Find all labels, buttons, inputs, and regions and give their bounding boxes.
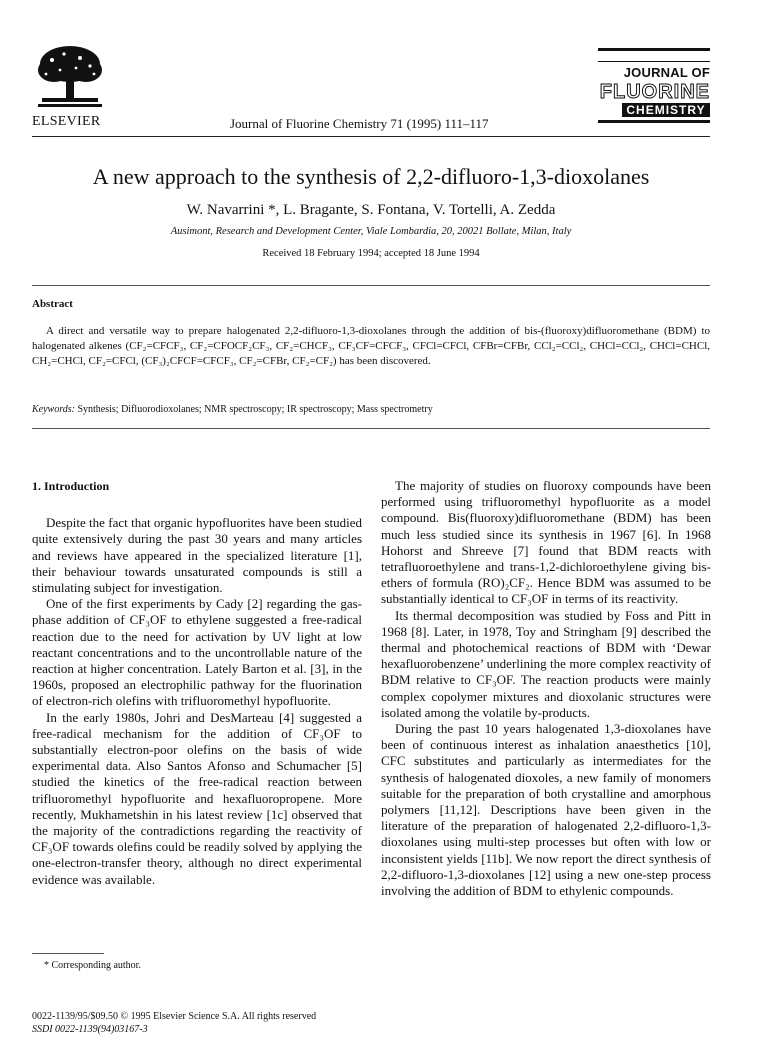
journal-citation: Journal of Fluorine Chemistry 71 (1995) 111–117	[230, 116, 489, 131]
abstract-bottom-rule	[32, 428, 710, 429]
article-dates: Received 18 February 1994; accepted 18 June 1994	[262, 248, 480, 259]
copyright-block	[32, 1010, 316, 1036]
abstract-top-rule	[32, 285, 710, 286]
keywords-list: Synthesis; Difluorodioxolanes; NMR spectroscopy; IR spectroscopy; Mass spectrometry	[74, 404, 433, 415]
paragraph: During the past 10 years halogenated 1,3-dioxolanes have been of continuous interest as inhalation anaesthetics [10], CFC substitutes and particularly as intermediates for the synthesis of halogenated dioxoles, a new family of monomers suitable for the preparation of both crystalline and amorphous polymers [11,12]. Descriptions have been given in the literature of the preparation of halogenated 2,2-difluoro-1,3-dioxolanes using multi-step processes but often with low or inconsistent yields [11b]. We now report the direct synthesis of 2,2-difluoro-1,3-dioxolanes [12] using a new one-step process involving the addition of BDM to ethylenic compounds.	[381, 721, 711, 899]
elsevier-tree-logo	[32, 44, 108, 110]
paragraph: In the early 1980s, Johri and DesMarteau [4] suggested a free-radical mechanism for the addition of CF₃OF to substantially electron-poor olefins on the basis of wide experimental data. Also Santos Afonso and Schumacher [5] studied the kinetics of the free-radical reaction between trifluoromethyl hypofluorite and hexafluoropropene. More recently, Mukhametshin in his latest review [1c] observed that the majority of the contradictions regarding the reactivity of CF₃OF towards olefins could be readily solved by applying the one-electron-transfer theory, although no direct experimental evidence was available.	[32, 709, 362, 887]
keywords-label: Keywords:	[32, 404, 75, 415]
section-heading: 1. Introduction	[32, 479, 110, 493]
footnote-rule	[32, 953, 104, 954]
abstract-heading: Abstract	[32, 298, 73, 310]
publisher-name: ELSEVIER	[32, 114, 101, 129]
keywords	[32, 404, 710, 415]
paragraph: One of the first experiments by Cady [2] regarding the gas-phase addition of CF₃OF to ethylene suggested a free-radical reaction due to the need for activation by UV light at low reactant concentrations and to the uncontrollable nature of the reaction at higher concentration. Lately Barton et al. [3], in the 1960s, proposed an electrophilic pathway for the fluorination of electron-rich olefins with trifluoromethyl hypofluorite.	[32, 596, 362, 709]
journal-logo-line2: FLUORINE	[599, 81, 710, 103]
footnote: * Corresponding author.	[44, 960, 141, 971]
journal-logo-line1: JOURNAL OF	[623, 65, 710, 80]
journal-logo-bottom-rule	[598, 120, 710, 123]
article-affiliation: Ausimont, Research and Development Center, Viale Lombardia, 20, 20021 Bollate, Milan, Italy	[170, 226, 572, 237]
paragraph: The majority of studies on fluoroxy compounds have been performed using trifluoromethyl hypofluorite as a model compound. Bis(fluoroxy)difluoromethane (BDM) has been much less studied since its synthesis in 1967 [6]. In 1968 Hohorst and Shreeve [7] found that BDM reacts with tetrafluoroethylene and trans-1,2-dichloroethylene giving bis-ethers of formula (RO)₂CF₂. Hence BDM was assumed to be substantially identical to CF₃OF in terms of its reactivity.	[381, 478, 711, 607]
header-rule	[32, 136, 710, 137]
paragraph: Despite the fact that organic hypofluorites have been studied quite extensively during the past 30 years and many articles and reviews have appeared in the specialized literature [1], their behaviour towards unsaturated compounds is still a stimulating subject for investigation.	[32, 515, 362, 596]
paragraph: Its thermal decomposition was studied by Foss and Pitt in 1968 [8]. Later, in 1978, Toy and Stringham [9] described the thermal and photochemical reactions of BDM with ‘Dewar hexafluorobenzene’ underlining the more complex reactivity of BDM relative to CF₃OF. The reaction products were mainly complex copolymer mixtures and dioxolanic structures were isolated among the volatile by-products.	[381, 607, 711, 720]
abstract-text: A direct and versatile way to prepare halogenated 2,2-difluoro-1,3-dioxolanes through the addition of bis-(fluoroxy)difluoromethane (BDM) to halogenated alkenes (CF₂=CFCF₃, CF₂=CFOCF₂CF₃, CF₂=CHCF₃, CF₃CF=CFCF₃, CFCl=CFCl, CFBr=CFBr, CCl₂=CCl₂, CHCl=CCl₂, CHCl=CHCl, CH₂=CHCl, CF₂=CFCl, (CF₃)₂CFCF=CFCF₃, CF₂=CFBr, CF₂=CF₂) has been discovered.	[32, 325, 710, 367]
left-column	[32, 478, 362, 888]
article-title: A new approach to the synthesis of 2,2-difluoro-1,3-dioxolanes	[92, 164, 650, 189]
article-authors: W. Navarrini *, L. Bragante, S. Fontana, V. Tortelli, A. Zedda	[186, 202, 556, 218]
journal-logo-line3: CHEMISTRY	[622, 103, 710, 117]
journal-logo	[598, 48, 710, 123]
right-column	[381, 478, 711, 899]
journal-logo-top-rule	[598, 48, 710, 62]
ssdi-line: SSDI 0022-1139(94)03167-3	[32, 1024, 148, 1035]
copyright-line: 0022-1139/95/$09.50 © 1995 Elsevier Science S.A. All rights reserved	[32, 1011, 317, 1022]
